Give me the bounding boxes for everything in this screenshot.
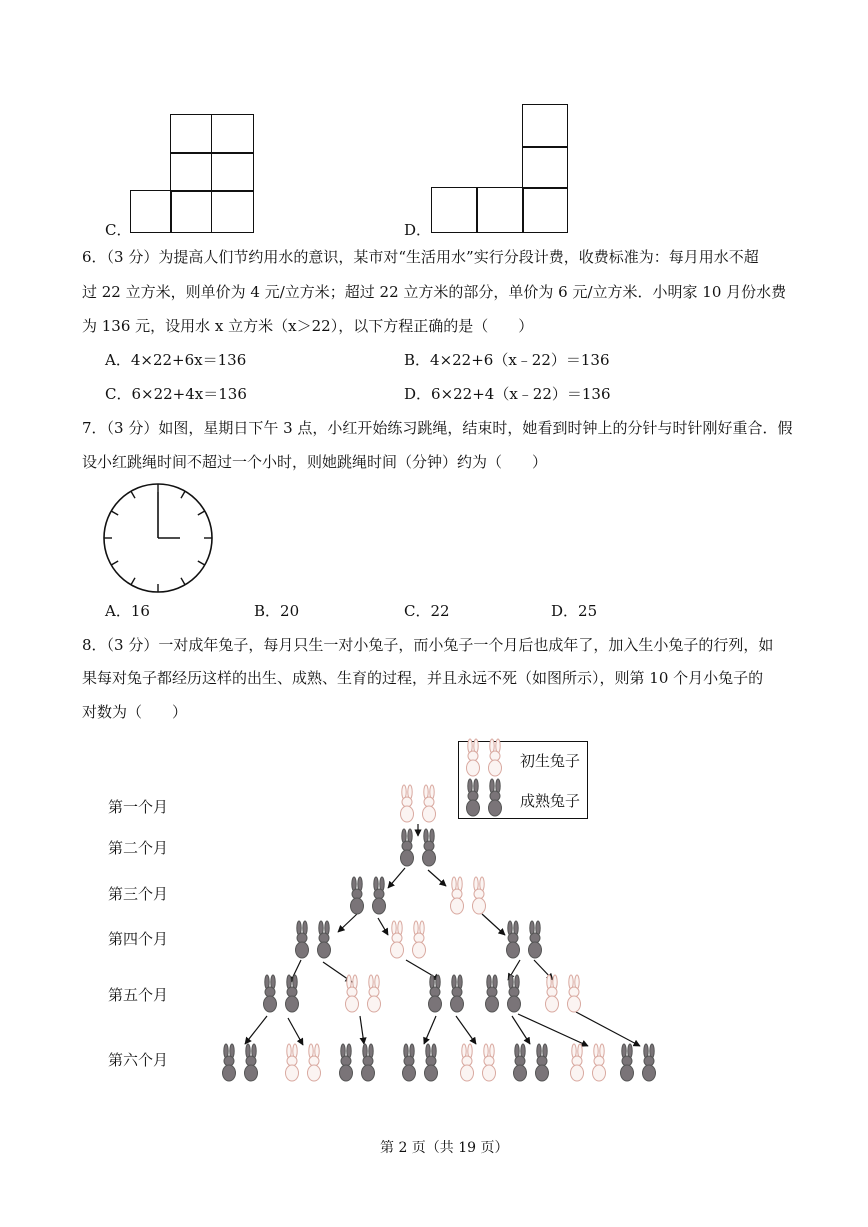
newborn-rabbit-pair	[571, 1044, 606, 1081]
mature-rabbit-pair	[223, 1044, 258, 1081]
growth-arrow	[288, 1018, 303, 1045]
mature-rabbit-pair	[507, 921, 542, 958]
newborn-rabbit-pair	[391, 921, 426, 958]
q7-option-c[interactable]: C．22	[404, 602, 450, 620]
q8-stem-line2: 果每对兔子都经历这样的出生、成熟、生育的过程，并且永远不死（如图所示），则第 10 个月小兔子的	[82, 669, 764, 687]
q8-stem-line3: 对数为（ ）	[82, 703, 188, 721]
month-label-6: 第六个月	[108, 1051, 169, 1069]
newborn-rabbit-pair	[346, 975, 381, 1012]
q7-stem-line1: 7．（3 分）如图，星期日下午 3 点，小红开始练习跳绳，结束时，她看到时钟上的分针与时针刚好重合．假	[82, 419, 793, 437]
growth-arrow	[576, 1012, 640, 1046]
newborn-rabbit-pair	[546, 975, 581, 1012]
q6-option-a[interactable]: A．4×22+6x＝136	[105, 351, 247, 369]
q7-option-a[interactable]: A．16	[105, 602, 150, 620]
month-label-4: 第四个月	[108, 930, 169, 948]
q7-stem-line2: 设小红跳绳时间不超过一个小时，则她跳绳时间（分钟）约为（ ）	[82, 453, 548, 471]
month-label-5: 第五个月	[108, 986, 169, 1004]
newborn-rabbit-pair	[461, 1044, 496, 1081]
mature-rabbit-pair	[340, 1044, 375, 1081]
q6-stem-line2: 过 22 立方米，则单价为 4 元/立方米；超过 22 立方米的部分，单价为 6 元/立方米．小明家 10 月份水费	[82, 283, 787, 301]
growth-arrow	[378, 918, 388, 935]
growth-arrow	[512, 1016, 530, 1044]
q6-stem-line1: 6．（3 分）为提高人们节约用水的意识，某市对“生活用水”实行分段计费，收费标准为：每月用水不超	[82, 248, 759, 266]
month-label-3: 第三个月	[108, 885, 169, 903]
mature-rabbit-pair	[486, 975, 521, 1012]
q5-option-c-label[interactable]: C．	[105, 221, 132, 239]
q6-stem-line3: 为 136 元，设用水 x 立方米（x＞22），以下方程正确的是（ ）	[82, 317, 534, 335]
newborn-rabbit-pair	[467, 739, 502, 776]
mature-rabbit-pair	[351, 877, 386, 914]
growth-arrow	[456, 1016, 476, 1044]
mature-rabbit-pair	[514, 1044, 549, 1081]
growth-arrow	[360, 1016, 364, 1044]
legend-mature-label: 成熟兔子	[520, 792, 581, 810]
newborn-rabbit-pair	[401, 785, 436, 822]
growth-arrow	[482, 914, 505, 935]
q7-option-d[interactable]: D．25	[551, 602, 598, 620]
legend-newborn-label: 初生兔子	[520, 752, 581, 770]
q7-option-b[interactable]: B．20	[254, 602, 300, 620]
month-label-2: 第二个月	[108, 839, 169, 857]
q6-option-d[interactable]: D．6×22+4（x﹣22）＝136	[404, 385, 611, 403]
q8-stem-line1: 8．（3 分）一对成年兔子，每月只生一对小兔子，而小兔子一个月后也成年了，加入生小兔子的行列，如	[82, 636, 774, 654]
rabbit-pairs	[223, 739, 656, 1081]
mature-rabbit-pair	[403, 1044, 438, 1081]
mature-rabbit-pair	[264, 975, 299, 1012]
growth-arrow	[388, 868, 405, 888]
growth-arrow	[428, 870, 446, 886]
q5-option-d-label[interactable]: D．	[404, 221, 432, 239]
newborn-rabbit-pair	[451, 877, 486, 914]
mature-rabbit-pair	[621, 1044, 656, 1081]
growth-arrow	[406, 960, 440, 980]
q6-option-c[interactable]: C．6×22+4x＝136	[105, 385, 247, 403]
mature-rabbit-pair	[429, 975, 464, 1012]
page-footer: 第 2 页（共 19 页）	[380, 1140, 509, 1156]
mature-rabbit-pair	[296, 921, 331, 958]
growth-arrow	[338, 914, 357, 932]
growth-arrow	[424, 1016, 436, 1044]
q6-option-b[interactable]: B．4×22+6（x﹣22）＝136	[404, 351, 610, 369]
newborn-rabbit-pair	[286, 1044, 321, 1081]
mature-rabbit-pair	[467, 779, 502, 816]
month-label-1: 第一个月	[108, 798, 169, 816]
growth-arrow	[245, 1016, 267, 1044]
